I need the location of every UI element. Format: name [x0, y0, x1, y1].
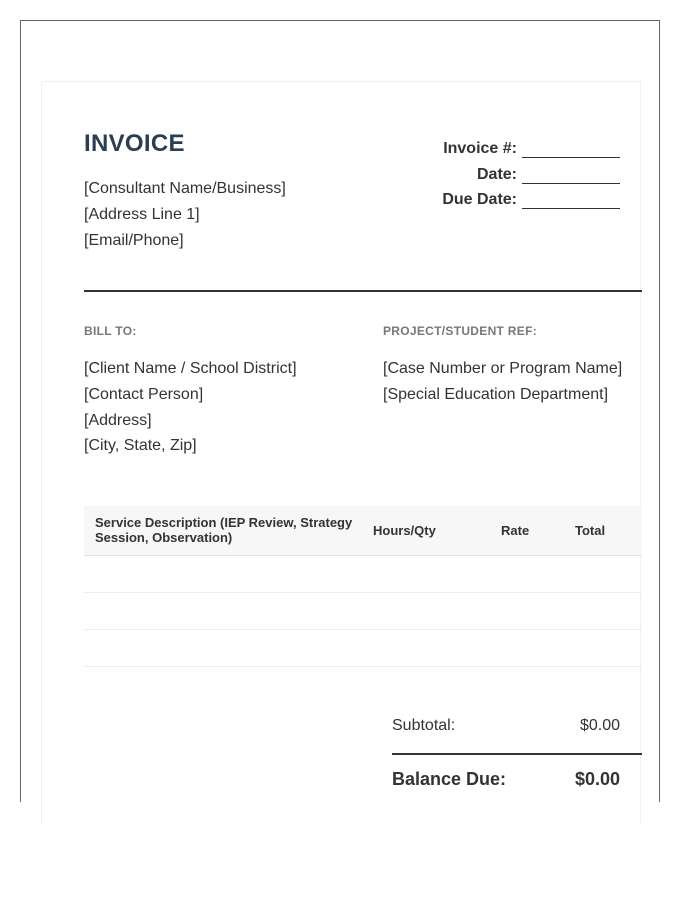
- page-frame: [20, 20, 660, 802]
- bill-to-line: [Client Name / School District]: [84, 360, 297, 377]
- description-header-line: Session, Observation): [95, 530, 233, 545]
- table-row[interactable]: [84, 593, 642, 630]
- date-field[interactable]: [522, 166, 620, 184]
- subtotal-label: Subtotal:: [392, 717, 456, 734]
- balance-due-label: Balance Due:: [392, 769, 507, 789]
- invoice-sheet: [41, 81, 641, 823]
- services-table: [84, 506, 642, 667]
- project-ref-line: [Special Education Department]: [383, 386, 609, 403]
- balance-due-value: $0.00: [574, 769, 620, 789]
- description-header-line: Service Description (IEP Review, Strategy: [95, 515, 353, 530]
- invoice-number-field[interactable]: [522, 140, 620, 158]
- consultant-address: [Address Line 1]: [84, 206, 200, 223]
- bill-to-line: [Address]: [84, 412, 152, 429]
- consultant-contact: [Email/Phone]: [84, 232, 184, 249]
- bill-to-line: [City, State, Zip]: [84, 437, 197, 454]
- description-header: [95, 515, 365, 545]
- consultant-name: [Consultant Name/Business]: [84, 180, 286, 197]
- bill-to-label: BILL TO:: [84, 324, 137, 338]
- subtotal-value: $0.00: [579, 717, 620, 734]
- qty-header: Hours/Qty: [373, 523, 436, 538]
- due-date-row: [442, 191, 620, 209]
- table-header: [84, 506, 642, 556]
- total-header: Total: [575, 523, 606, 538]
- invoice-title: INVOICE: [84, 130, 185, 157]
- totals-divider: [392, 753, 642, 755]
- project-ref-line: [Case Number or Program Name]: [383, 360, 623, 377]
- invoice-number-label: Invoice #:: [443, 140, 517, 157]
- bill-to-line: [Contact Person]: [84, 386, 204, 403]
- due-date-label: Due Date:: [442, 191, 517, 208]
- table-row[interactable]: [84, 630, 642, 667]
- project-ref-label: PROJECT/STUDENT REF:: [383, 324, 538, 338]
- date-row: [477, 166, 620, 184]
- due-date-field[interactable]: [522, 191, 620, 209]
- table-row[interactable]: [84, 556, 642, 593]
- rate-header: Rate: [501, 523, 530, 538]
- invoice-number-row: [443, 140, 620, 158]
- header-divider: [84, 290, 642, 292]
- date-label: Date:: [476, 166, 517, 183]
